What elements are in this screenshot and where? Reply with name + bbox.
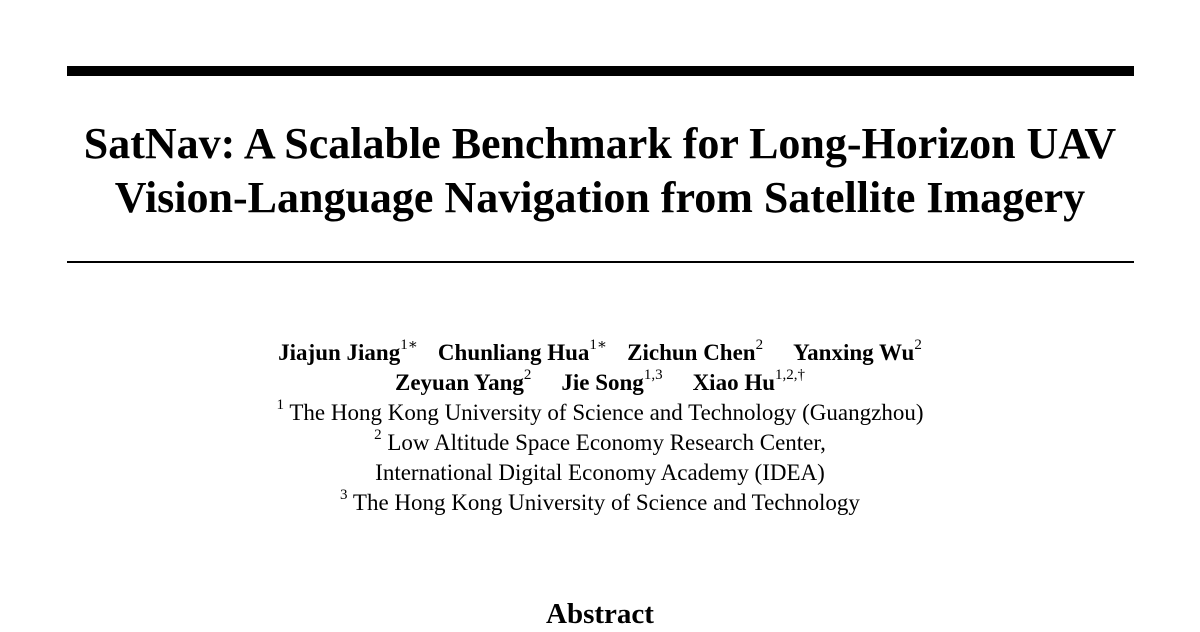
author-name: [692, 367, 805, 395]
affiliation-2: [100, 428, 1100, 458]
affiliation-1: [100, 398, 1100, 428]
author-affiliation-mark: 1,3: [643, 367, 663, 384]
author-affiliation-mark: 1,2,†: [775, 367, 805, 384]
author-name: [278, 337, 418, 365]
author-affiliation-mark: 2: [914, 337, 922, 354]
author-affiliation-mark: 1∗: [589, 337, 608, 354]
author-affiliation-mark: 1∗: [400, 337, 418, 354]
title-bottom-rule: [67, 261, 1134, 263]
author-row-1: [100, 338, 1100, 368]
title-line-1: SatNav: A Scalable Benchmark for Long-Horizon UAV: [83, 119, 1117, 168]
paper-title: [40, 117, 1160, 225]
affiliation-mark: 1: [276, 397, 284, 414]
affiliation-3: [100, 488, 1100, 518]
author-name-text: Xiao Hu: [692, 370, 775, 395]
author-row-2: [100, 368, 1100, 398]
author-name: [561, 367, 663, 395]
author-name: [394, 367, 532, 395]
affiliation-text: International Digital Economy Academy (IDEA): [375, 460, 825, 485]
affiliation-text: The Hong Kong University of Science and Technology (Guangzhou): [289, 400, 924, 425]
author-name: [793, 337, 922, 365]
author-name-text: Chunliang Hua: [437, 340, 590, 365]
abstract-heading: Abstract: [546, 598, 654, 630]
author-affiliation-mark: 2: [755, 337, 764, 354]
affiliation-mark: 2: [374, 427, 382, 444]
title-top-rule: [67, 66, 1134, 76]
author-name: [627, 337, 764, 365]
author-name-text: Jiajun Jiang: [278, 340, 401, 365]
author-affiliation-mark: 2: [523, 367, 532, 384]
affiliation-text: Low Altitude Space Economy Research Center,: [387, 430, 826, 455]
affiliation-2-continued: [100, 458, 1100, 488]
title-line-2: Vision-Language Navigation from Satellite Imagery: [114, 173, 1086, 222]
author-block: [100, 338, 1100, 518]
author-name-text: Zichun Chen: [627, 340, 756, 365]
affiliation-text: The Hong Kong University of Science and Technology: [352, 490, 860, 515]
author-name: [437, 337, 608, 365]
author-name-text: Zeyuan Yang: [394, 370, 524, 395]
affiliation-mark: 3: [340, 487, 348, 504]
author-name-text: Yanxing Wu: [793, 340, 915, 365]
author-name-text: Jie Song: [561, 370, 644, 395]
